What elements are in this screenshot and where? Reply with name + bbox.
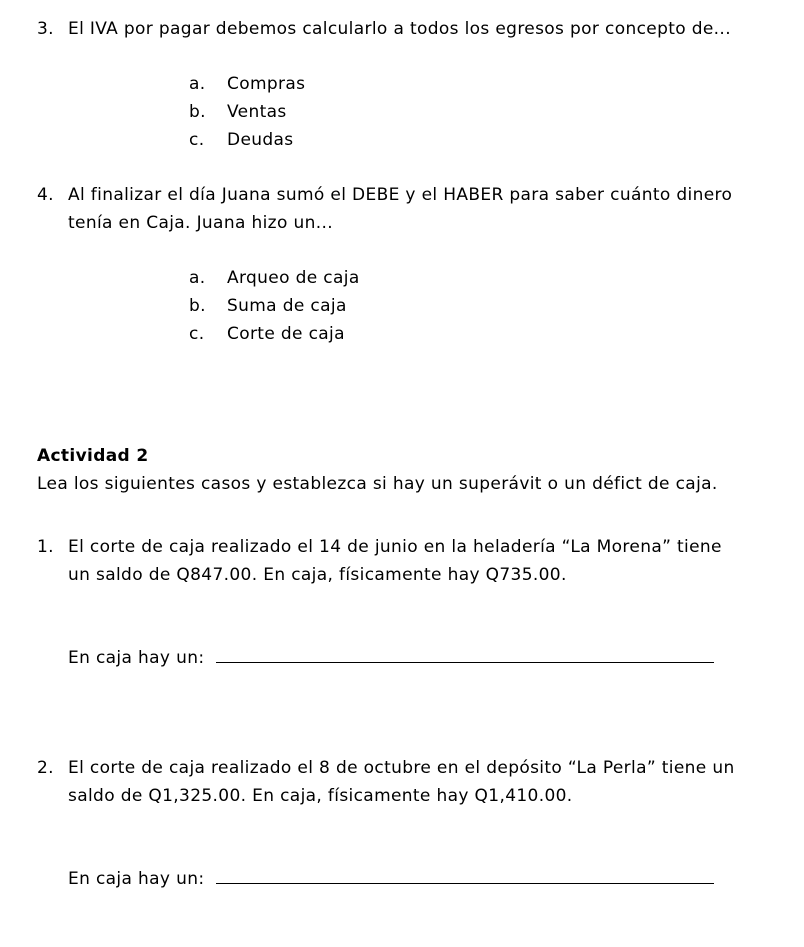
answer-label: En caja hay un: bbox=[68, 648, 205, 668]
activity-instructions: Lea los siguientes casos y establezca si hay un superávit o un défict de caja. bbox=[37, 474, 718, 494]
option-text[interactable]: Arqueo de caja bbox=[227, 268, 360, 288]
answer-blank-line[interactable] bbox=[216, 662, 714, 663]
question-text-line-2: tenía en Caja. Juana hizo un... bbox=[68, 213, 333, 233]
option-letter: a. bbox=[189, 268, 206, 288]
question-number: 4. bbox=[37, 185, 54, 205]
question-text-line-1: Al finalizar el día Juana sumó el DEBE y el HABER para saber cuánto dinero bbox=[68, 185, 733, 205]
option-letter: c. bbox=[189, 130, 205, 150]
question-number: 3. bbox=[37, 19, 54, 39]
case-text-line-1: El corte de caja realizado el 14 de junio en la heladería “La Morena” tiene bbox=[68, 537, 722, 557]
option-letter: a. bbox=[189, 74, 206, 94]
option-letter: b. bbox=[189, 102, 206, 122]
option-text[interactable]: Ventas bbox=[227, 102, 287, 122]
option-letter: c. bbox=[189, 324, 205, 344]
case-text-line-2: saldo de Q1,325.00. En caja, físicamente hay Q1,410.00. bbox=[68, 786, 573, 806]
answer-blank-line[interactable] bbox=[216, 883, 714, 884]
question-text: El IVA por pagar debemos calcularlo a todos los egresos por concepto de... bbox=[68, 19, 731, 39]
option-text[interactable]: Compras bbox=[227, 74, 306, 94]
option-text[interactable]: Deudas bbox=[227, 130, 294, 150]
case-text-line-1: El corte de caja realizado el 8 de octubre en el depósito “La Perla” tiene un bbox=[68, 758, 735, 778]
case-text-line-2: un saldo de Q847.00. En caja, físicamente hay Q735.00. bbox=[68, 565, 567, 585]
activity-title: Actividad 2 bbox=[37, 446, 149, 466]
case-number: 1. bbox=[37, 537, 54, 557]
case-number: 2. bbox=[37, 758, 54, 778]
option-text[interactable]: Suma de caja bbox=[227, 296, 347, 316]
option-text[interactable]: Corte de caja bbox=[227, 324, 345, 344]
answer-label: En caja hay un: bbox=[68, 869, 205, 889]
option-letter: b. bbox=[189, 296, 206, 316]
